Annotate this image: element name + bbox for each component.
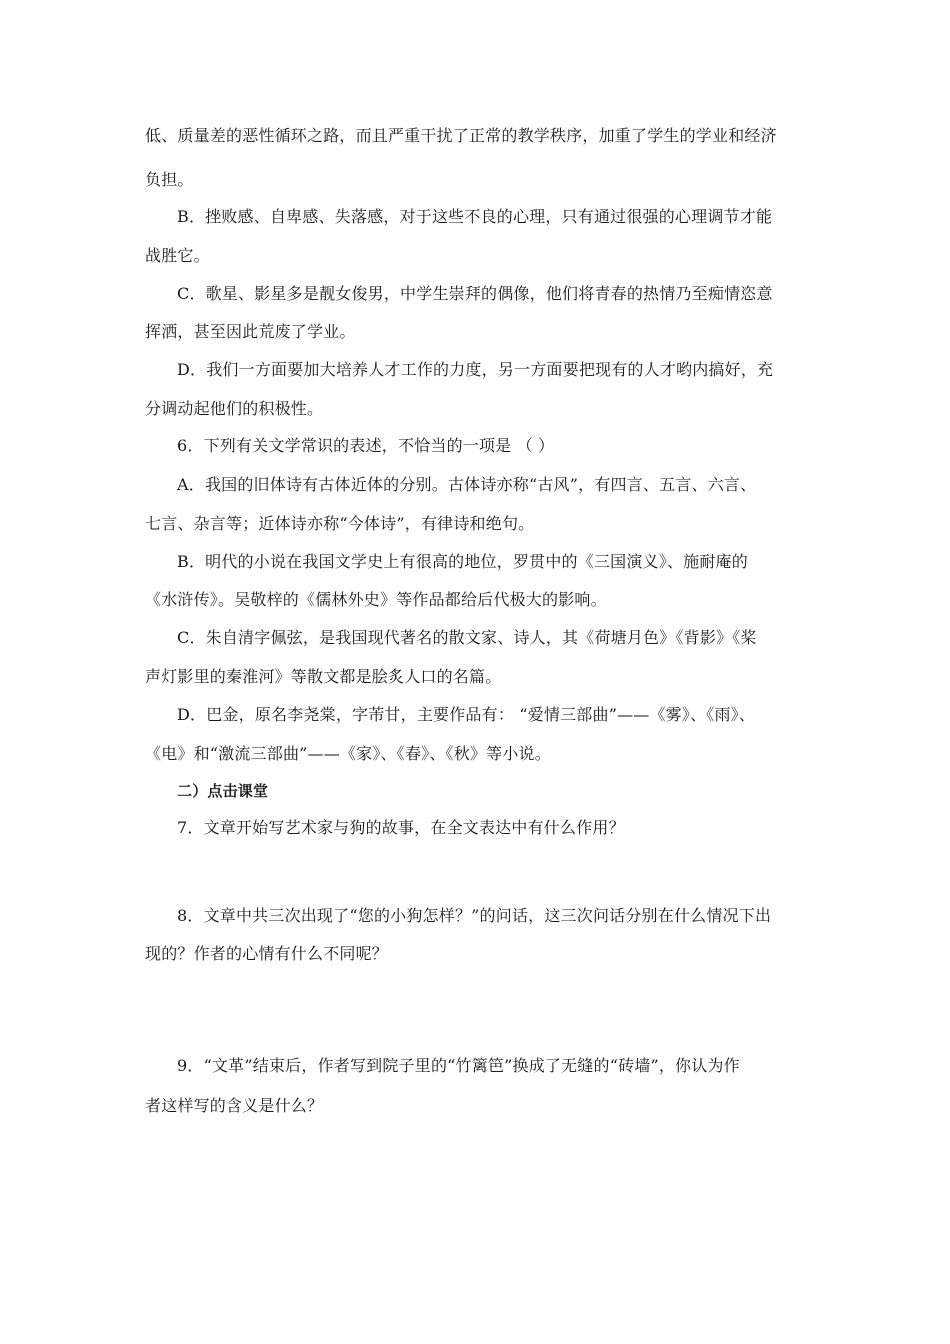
q6-option-d: D．巴金，原名李尧棠，字芾甘，主要作品有： “爱情三部曲”——《雾》、《雨》、 — [177, 705, 756, 724]
q5-option-c-cont: 挥洒，甚至因此荒废了学业。 — [145, 322, 356, 341]
q5-option-b: B．挫败感、自卑感、失落感，对于这些不良的心理，只有通过很强的心理调节才能 — [177, 207, 773, 226]
q6-option-c-cont: 声灯影里的秦淮河》等散文都是脍炙人口的名篇。 — [145, 667, 502, 686]
q6-option-a: A．我国的旧体诗有古体近体的分别。古体诗亦称“古风”，有四言、五言、六言、 — [177, 475, 757, 494]
q6-stem: 6．下列有关文学常识的表述，不恰当的一项是 （ ） — [177, 436, 555, 455]
q5-text-line: 负担。 — [145, 170, 194, 189]
q7-text: 7．文章开始写艺术家与狗的故事，在全文表达中有什么作用？ — [177, 818, 625, 837]
q5-option-d: D．我们一方面要加大培养人才工作的力度，另一方面要把现有的人才哟内搞好，充 — [177, 360, 774, 379]
q5-option-b-cont: 战胜它。 — [145, 246, 210, 265]
q6-option-d-cont: 《电》和“激流三部曲”——《家》、《春》、《秋》等小说。 — [145, 744, 551, 763]
q5-option-d-cont: 分调动起他们的积极性。 — [145, 399, 324, 418]
q8-text-cont: 现的？作者的心情有什么不同呢？ — [145, 944, 389, 963]
q5-option-c: C．歌星、影星多是靓女俊男，中学生崇拜的偶像，他们将青春的热情乃至痴情恣意 — [177, 284, 773, 303]
q5-text-line: 低、质量差的恶性循环之路，而且严重干扰了正常的教学秩序，加重了学生的学业和经济 — [145, 126, 777, 145]
q6-option-b-cont: 《水浒传》。吴敬梓的《儒林外史》等作品都给后代极大的影响。 — [145, 590, 607, 609]
q9-text-cont: 者这样写的含义是什么？ — [145, 1096, 324, 1115]
q6-option-b: B．明代的小说在我国文学史上有很高的地位，罗贯中的《三国演义》、施耐庵的 — [177, 552, 748, 571]
q6-option-a-cont: 七言、杂言等；近体诗亦称“今体诗”，有律诗和绝句。 — [145, 514, 535, 533]
q8-text: 8．文章中共三次出现了“您的小狗怎样？”的问话，这三次问话分别在什么情况下出 — [177, 906, 772, 925]
q6-option-c: C．朱自清字佩弦，是我国现代著名的散文家、诗人，其《荷塘月色》《背影》《桨 — [177, 628, 757, 647]
section-heading: 二）点击课堂 — [177, 782, 269, 800]
q9-text: 9．“文革”结束后，作者写到院子里的“竹篱笆”换成了无缝的“砖墙”，你认为作 — [177, 1056, 740, 1075]
